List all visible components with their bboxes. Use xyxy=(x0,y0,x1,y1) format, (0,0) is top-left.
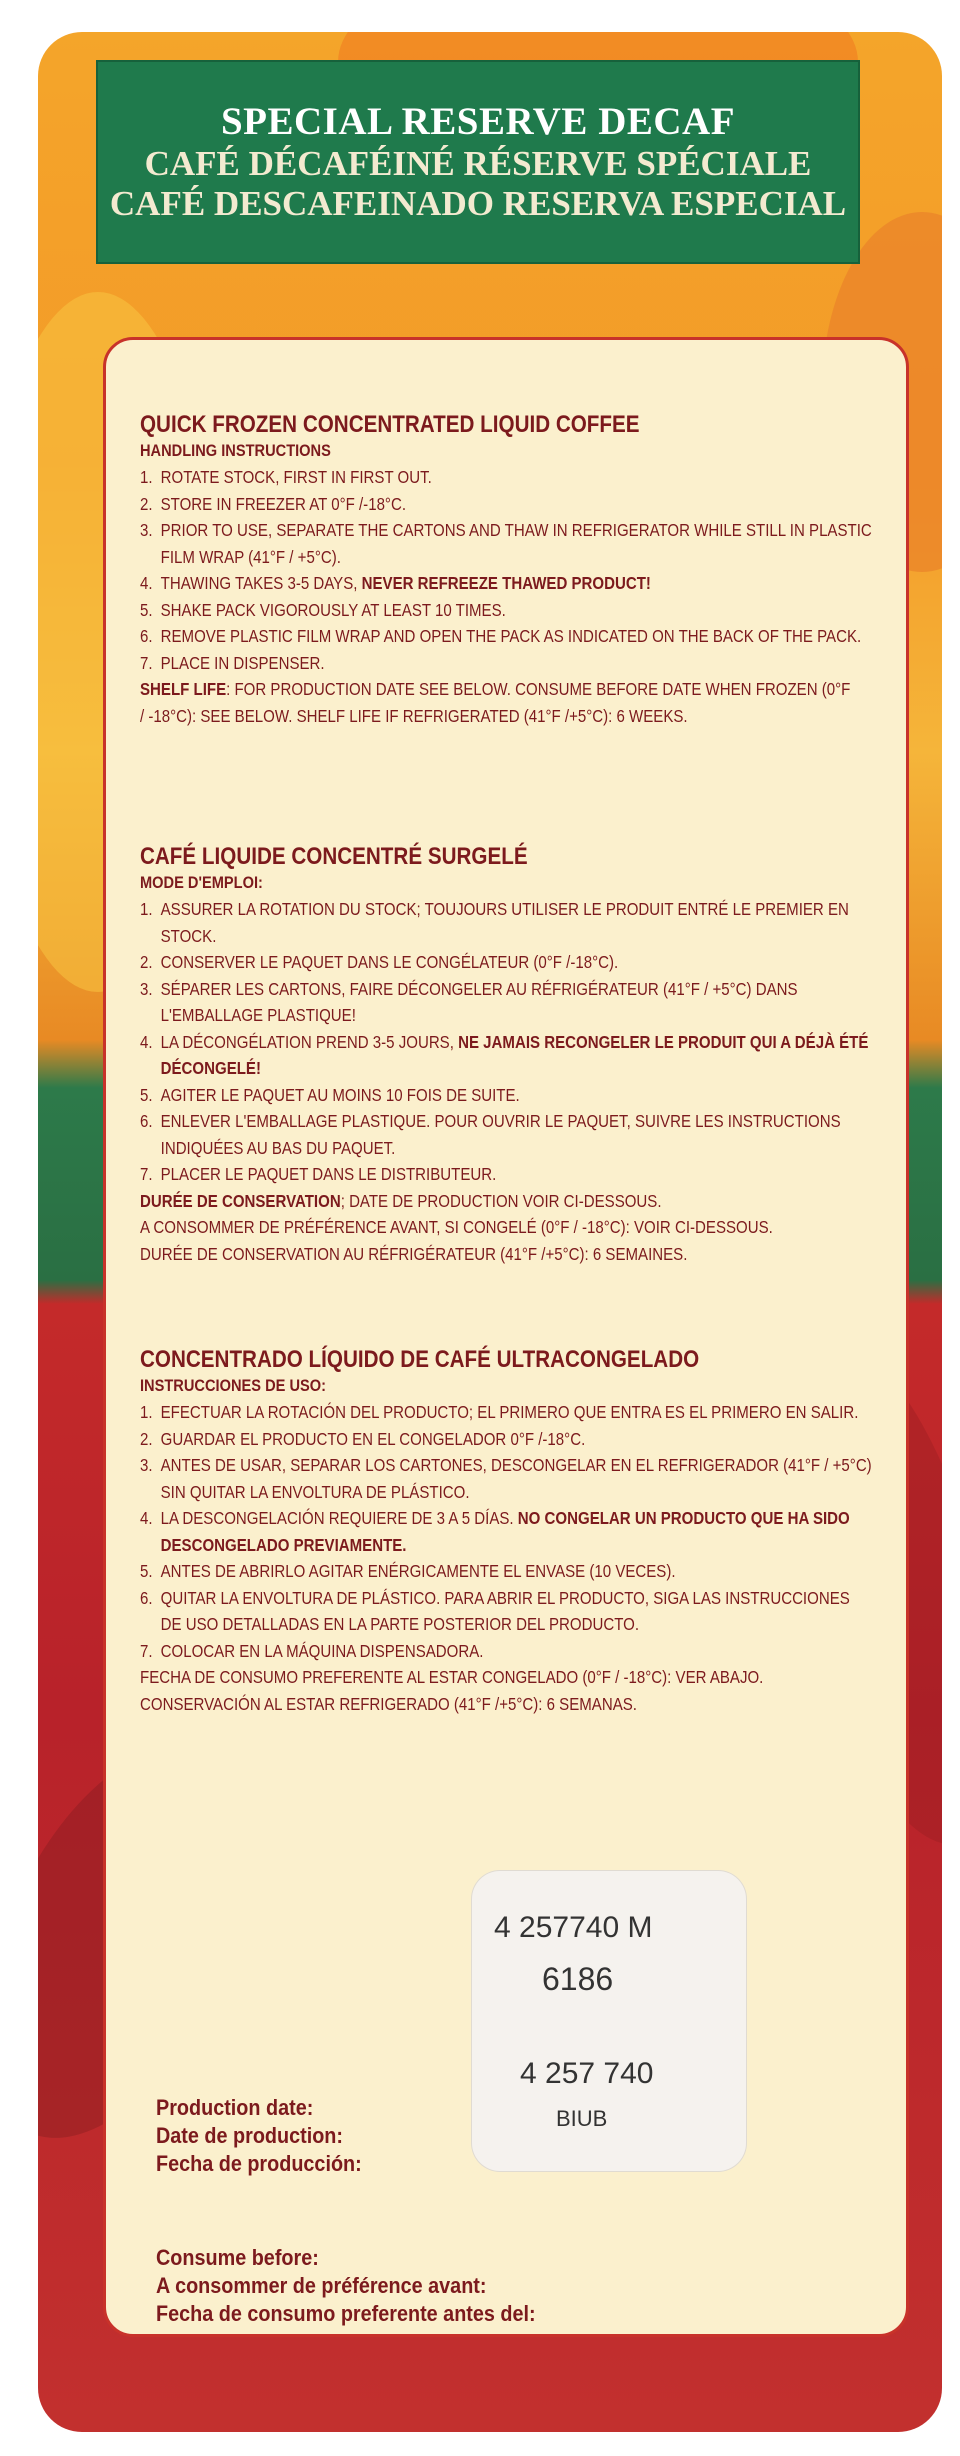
english-shelf-life: SHELF LIFE: FOR PRODUCTION DATE SEE BELOW. CONSUME BEFORE DATE WHEN FROZEN (0°F / -18°C): SEE BELOW. SHELF LIFE IF REFRIGERATED (41°F /+5°C): 6 WEEKS. xyxy=(140,679,851,726)
production-date-es: Fecha de producción: xyxy=(156,2151,362,2176)
french-shelf-life: DURÉE DE CONSERVATION; DATE DE PRODUCTION VOIR CI-DESSOUS. xyxy=(140,1190,662,1211)
consume-before-es: Fecha de consumo preferente antes del: xyxy=(156,2301,536,2326)
french-consume-line: A CONSOMMER DE PRÉFÉRENCE AVANT, SI CONGELÉ (0°F / -18°C): VOIR CI-DESSOUS. xyxy=(140,1217,773,1237)
list-item: 1. ROTATE STOCK, FIRST IN FIRST OUT. xyxy=(140,467,432,487)
consume-before-en: Consume before: xyxy=(156,2245,319,2270)
list-item: 7. COLOCAR EN LA MÁQUINA DISPENSADORA. xyxy=(140,1640,484,1661)
sticker-lot-line: 6186 xyxy=(542,1961,614,1997)
list-item: 5. AGITER LE PAQUET AU MOINS 10 FOIS DE SUITE. xyxy=(140,1084,520,1105)
list-item: 5. SHAKE PACK VIGOROUSLY AT LEAST 10 TIMES. xyxy=(140,599,506,620)
consume-before-fr: A consommer de préférence avant: xyxy=(156,2273,487,2298)
list-item: 3. ANTES DE USAR, SEPARAR LOS CARTONES, DESCONGELAR EN EL REFRIGERADOR (41°F / +5°C) SIN QUITAR LA ENVOLTURA DE PLÁSTICO. xyxy=(140,1455,872,1502)
list-item: 2. STORE IN FREEZER AT 0°F /-18°C. xyxy=(140,493,407,514)
spanish-refrigerated-line: CONSERVACIÓN AL ESTAR REFRIGERADO (41°F /+5°C): 6 SEMANAS. xyxy=(140,1693,637,1714)
list-item: 1. EFECTUAR LA ROTACIÓN DEL PRODUCTO; EL PRIMERO QUE ENTRA ES EL PRIMERO EN SALIR. xyxy=(140,1402,859,1422)
list-item: 6. QUITAR LA ENVOLTURA DE PLÁSTICO. PARA ABRIR EL PRODUCTO, SIGA LAS INSTRUCCIONES DE USO DETALLADAS EN LA PARTE POSTERIOR DEL PRODUCTO. xyxy=(140,1587,850,1634)
list-item: 1. ASSURER LA ROTATION DU STOCK; TOUJOURS UTILISER LE PRODUIT ENTRÉ LE PREMIER EN STOCK. xyxy=(140,899,849,946)
list-item: 4. LA DESCONGELACIÓN REQUIERE DE 3 A 5 DÍAS. NO CONGELAR UN PRODUCTO QUE HA SIDO DESCONGELADO PREVIAMENTE. xyxy=(140,1508,850,1555)
french-refrigerated-line: DURÉE DE CONSERVATION AU RÉFRIGÉRATEUR (41°F /+5°C): 6 SEMAINES. xyxy=(140,1243,688,1264)
english-instructions xyxy=(140,464,872,676)
title-spanish: CAFÉ DESCAFEINADO RESERVA ESPECIAL xyxy=(109,184,847,223)
list-item: 6. ENLEVER L'EMBALLAGE PLASTIQUE. POUR OUVRIR LE PAQUET, SUIVRE LES INSTRUCTIONS INDIQUÉES AU BAS DU PAQUET. xyxy=(140,1111,841,1158)
title-band xyxy=(96,60,860,264)
spanish-heading: CONCENTRADO LÍQUIDO DE CAFÉ ULTRACONGELADO xyxy=(140,1346,700,1373)
french-subheading: MODE D'EMPLOI: xyxy=(140,873,263,892)
french-section xyxy=(140,842,869,1267)
list-item: 7. PLACER LE PAQUET DANS LE DISTRIBUTEUR. xyxy=(140,1164,497,1184)
english-heading: QUICK FROZEN CONCENTRATED LIQUID COFFEE xyxy=(140,411,640,438)
production-date-labels xyxy=(156,2094,656,2178)
list-item: 6. REMOVE PLASTIC FILM WRAP AND OPEN THE PACK AS INDICATED ON THE BACK OF THE PACK. xyxy=(140,626,862,646)
list-item: 4. THAWING TAKES 3-5 DAYS, NEVER REFREEZE THAWED PRODUCT! xyxy=(140,573,651,593)
consume-before-labels xyxy=(156,2244,656,2328)
title-english: SPECIAL RESERVE DECAF xyxy=(220,100,736,143)
list-item: 2. GUARDAR EL PRODUCTO EN EL CONGELADOR 0°F /-18°C. xyxy=(140,1428,586,1449)
list-item: 5. ANTES DE ABRIRLO AGITAR ENÉRGICAMENTE EL ENVASE (10 VECES). xyxy=(140,1561,676,1581)
spanish-instructions xyxy=(140,1399,872,1664)
list-item: 2. CONSERVER LE PAQUET DANS LE CONGÉLATEUR (0°F /-18°C). xyxy=(140,952,619,972)
list-item: 7. PLACE IN DISPENSER. xyxy=(140,652,325,673)
list-item: 3. PRIOR TO USE, SEPARATE THE CARTONS AND THAW IN REFRIGERATOR WHILE STILL IN PLASTIC FILM WRAP (41°F / +5°C). xyxy=(140,520,872,567)
production-date-en: Production date: xyxy=(156,2095,314,2120)
title-french: CAFÉ DÉCAFÉINÉ RÉSERVE SPÉCIALE xyxy=(144,144,812,183)
french-heading: CAFÉ LIQUIDE CONCENTRÉ SURGELÉ xyxy=(140,843,528,870)
spanish-section xyxy=(140,1345,872,1717)
production-date-fr: Date de production: xyxy=(156,2123,344,2148)
english-subheading: HANDLING INSTRUCTIONS xyxy=(140,441,331,460)
french-instructions xyxy=(140,896,869,1188)
english-section xyxy=(140,410,872,729)
sticker-code-line: 4 257740 M xyxy=(494,1911,653,1944)
list-item: 4. LA DÉCONGÉLATION PREND 3-5 JOURS, NE JAMAIS RECONGELER LE PRODUIT QUI A DÉJÀ ÉTÉ DÉCONGELÉ! xyxy=(140,1031,869,1078)
spanish-subheading: INSTRUCCIONES DE USO: xyxy=(140,1376,327,1395)
list-item: 3. SÉPARER LES CARTONS, FAIRE DÉCONGELER AU RÉFRIGÉRATEUR (41°F / +5°C) DANS L'EMBALLAGE PLASTIQUE! xyxy=(140,978,798,1025)
spanish-consume-line: FECHA DE CONSUMO PREFERENTE AL ESTAR CONGELADO (0°F / -18°C): VER ABAJO. xyxy=(140,1667,764,1687)
sticker-suffix-line: BIUB xyxy=(556,2106,608,2131)
sticker-number-line: 4 257 740 xyxy=(520,2057,654,2090)
